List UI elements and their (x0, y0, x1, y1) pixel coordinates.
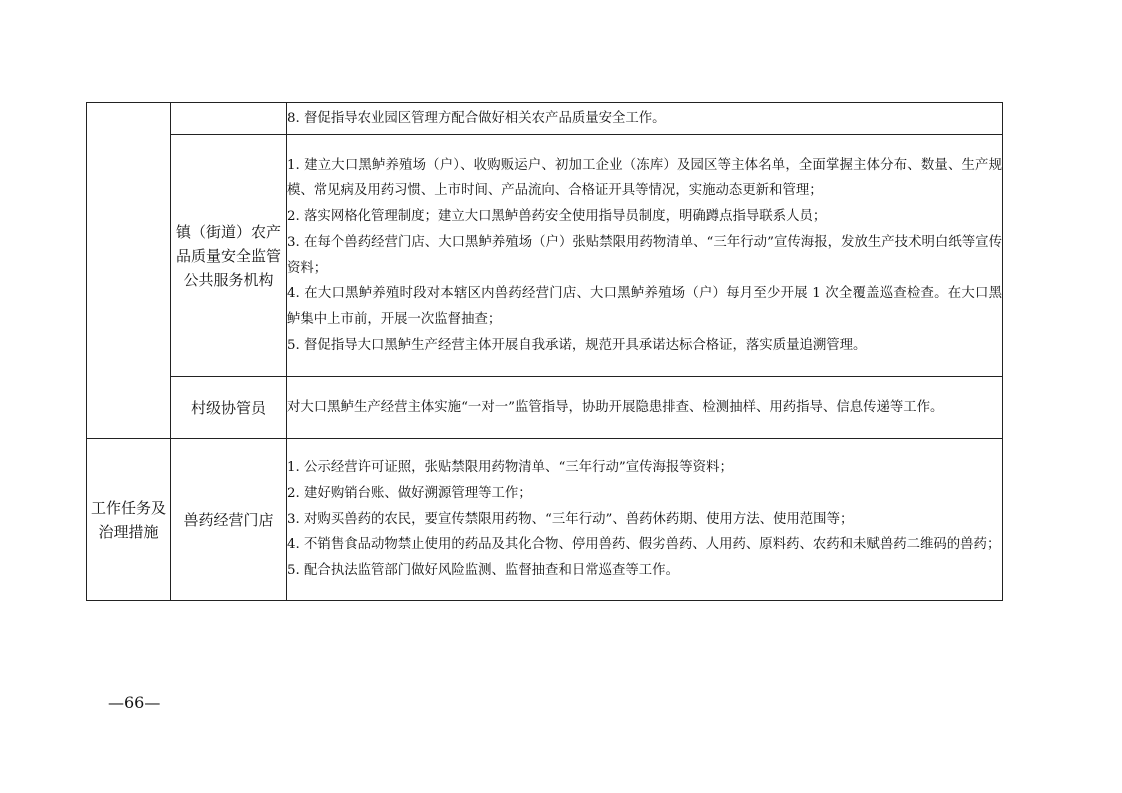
table-row (87, 135, 1003, 377)
list-item: 5. 配合执法监管部门做好风险监测、监督抽查和日常巡查等工作。 (287, 563, 679, 579)
table-row (87, 103, 1003, 135)
list-item: 2. 建好购销台账、做好溯源管理等工作； (287, 485, 532, 501)
table-cell-content (287, 439, 1003, 601)
table-cell-category-empty (87, 103, 171, 439)
table-cell-content (287, 135, 1003, 377)
list-item: 2. 落实网格化管理制度；建立大口黑鲈兽药安全使用指导员制度，明确蹲点指导联系人员； (287, 209, 827, 225)
list-item: 4. 在大口黑鲈养殖时段对本辖区内兽药经营门店、大口黑鲈养殖场（户）每月至少开展 1 次全覆盖巡查检查。在大口黑鲈集中上市前，开展一次监督抽查； (287, 286, 1002, 327)
table-cell-subject: 镇（街道）农产品质量安全监管公共服务机构 (171, 135, 287, 377)
table-cell-subject: 兽药经营门店 (171, 439, 287, 601)
list-item: 1. 建立大口黑鲈养殖场（户）、收购贩运户、初加工企业（冻库）及园区等主体名单，全面掌握主体分布、数量、生产规模、常见病及用药习惯、上市时间、产品流向、合格证开具等情况，实施动态更新和管理； (287, 157, 1002, 199)
list-item: 1. 公示经营许可证照，张贴禁限用药物清单、“三年行动”宣传海报等资料； (287, 460, 733, 476)
list-item: 3. 在每个兽药经营门店、大口黑鲈养殖场（户）张贴禁限用药物清单、“三年行动”宣传海报，发放生产技术明白纸等宣传资料； (287, 234, 1002, 276)
table-cell-subject: 村级协管员 (171, 377, 287, 439)
list-item: 对大口黑鲈生产经营主体实施“一对一”监管指导，协助开展隐患排查、检测抽样、用药指导、信息传递等工作。 (287, 399, 944, 415)
list-item: 5. 督促指导大口黑鲈生产经营主体开展自我承诺，规范开具承诺达标合格证，落实质量追溯管理。 (287, 337, 867, 353)
supervision-table (86, 102, 1003, 601)
table-row (87, 377, 1003, 439)
table-cell-content (287, 103, 1003, 135)
table-cell-category: 工作任务及治理措施 (87, 439, 171, 601)
page-number: —66— (108, 693, 161, 712)
list-item: 8. 督促指导农业园区管理方配合做好相关农产品质量安全工作。 (287, 110, 666, 126)
table-cell-subject-empty (171, 103, 287, 135)
table-cell-content (287, 377, 1003, 439)
list-item: 4. 不销售食品动物禁止使用的药品及其化合物、停用兽药、假劣兽药、人用药、原料药、农药和未赋兽药二维码的兽药； (287, 537, 1001, 553)
table-row (87, 439, 1003, 601)
list-item: 3. 对购买兽药的农民，要宣传禁限用药物、“三年行动”、兽药休药期、使用方法、使用范围等； (287, 511, 854, 527)
